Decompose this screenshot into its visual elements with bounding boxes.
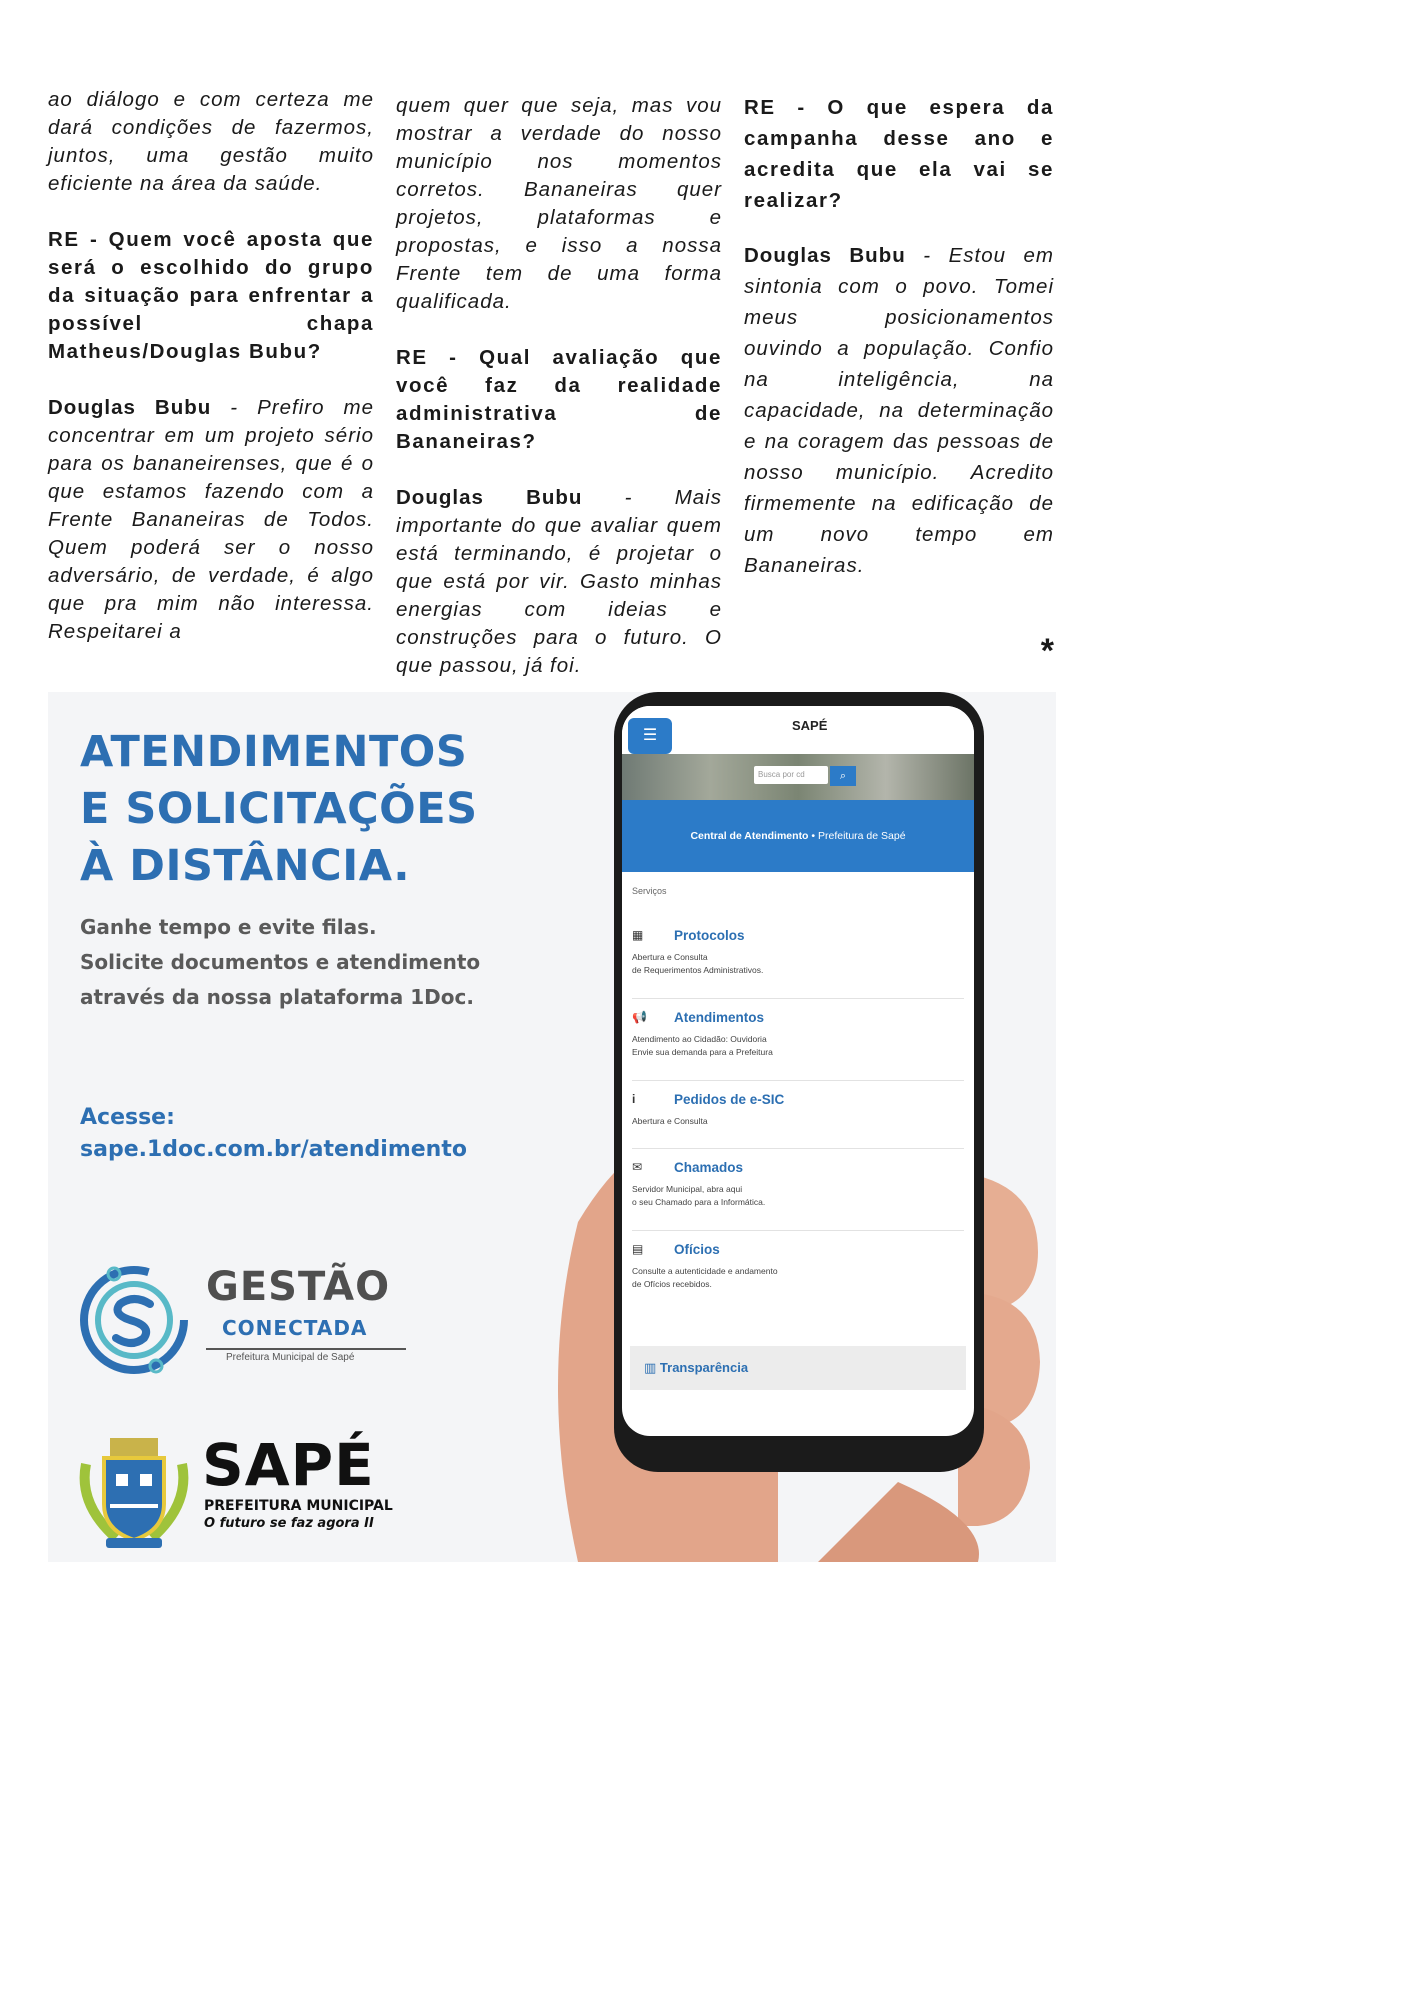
question-heading: RE - Quem você aposta que será o escolhido do grupo da situação para enfrentar a possível chapa Matheus/Douglas Bubu? [48, 228, 374, 363]
search-input[interactable]: Busca por cd [754, 766, 828, 784]
phone-screen [622, 706, 974, 1436]
transparency-label: Transparência [659, 1360, 749, 1375]
service-name: Ofícios [674, 1242, 720, 1257]
search-icon[interactable]: ⌕ [830, 766, 856, 786]
sape-title: SAPÉ [202, 1431, 375, 1499]
end-mark: * [1040, 632, 1054, 670]
services-heading: Serviços [632, 886, 667, 896]
ad-subtitle [80, 910, 480, 1015]
coat-of-arms-icon [76, 1434, 192, 1552]
ad-access [80, 1102, 467, 1166]
service-name: Pedidos de e-SIC [674, 1092, 785, 1107]
app-logo: SAPÉ [792, 718, 828, 733]
service-description: Atendimento ao Cidadão: Ouvidoria Envie sua demanda para a Prefeitura [632, 1034, 773, 1057]
paragraph: quem quer que seja, mas vou mostrar a verdade do nosso município nos momentos corretos. Bananeiras quer projetos, plataformas e propostas, e isso a nossa Frente tem de uma forma qualificada. [396, 94, 722, 313]
gestao-conectada-logo [74, 1260, 414, 1380]
service-name: Protocolos [674, 928, 745, 943]
ad-subtitle-line: Solicite documentos e atendimento [80, 950, 481, 974]
service-name: Atendimentos [674, 1010, 765, 1025]
service-description: Consulte a autenticidade e andamento de Ofícios recebidos. [632, 1266, 778, 1289]
answer-text: - Mais importante do que avaliar quem está terminando, é projetar o que está por vir. Gasto minhas energias com ideias e construções para o futuro. O que passou, já foi. [396, 486, 723, 677]
transparency-button[interactable] [630, 1346, 966, 1390]
ad-subtitle-line: Ganhe tempo e evite filas. [80, 915, 377, 939]
answer-text: - Prefiro me concentrar em um projeto sério para os bananeirenses, que é o que estamos fazendo com a Frente Bananeiras de Todos. Quem poderá ser o nosso adversário, de verdade, é algo que pra mim não interessa. Respeitarei a [48, 396, 374, 643]
service-name: Chamados [674, 1160, 744, 1175]
grid-icon: ▦ [632, 928, 644, 942]
megaphone-icon: 📢 [632, 1010, 647, 1024]
info-icon: i [632, 1092, 636, 1106]
gestao-conectada-icon [74, 1260, 194, 1380]
chart-icon: ▥ [644, 1360, 660, 1375]
advertisement [48, 692, 1056, 1562]
document-icon: ▤ [632, 1242, 644, 1256]
menu-icon[interactable]: ☰ [628, 718, 672, 754]
sape-logo [76, 1431, 436, 1554]
answer-text: - Estou em sintonia com o povo. Tomei meus posicionamentos ouvindo a população. Confio na inteligência, na capacidade, na determinação e na coragem das pessoas de nosso município. Acredito firmemente na edificação de um novo tempo em Bananeiras. [744, 244, 1054, 577]
speaker-name: Douglas Bubu [48, 396, 212, 419]
access-url[interactable]: sape.1doc.com.br/atendimento [80, 1137, 467, 1162]
access-label: Acesse: [80, 1105, 175, 1130]
speaker-name: Douglas Bubu [744, 244, 906, 267]
ad-title-line: E SOLICITAÇÕES [80, 784, 478, 834]
gc-caption: Prefeitura Municipal de Sapé [226, 1352, 355, 1363]
ad-title-line: ATENDIMENTOS [80, 727, 468, 777]
question-heading: RE - O que espera da campanha desse ano e acredita que ela vai se realizar? [744, 96, 1054, 212]
gc-subtitle: CONECTADA [222, 1316, 368, 1340]
service-item[interactable] [632, 1242, 964, 1312]
column-2 [396, 92, 722, 680]
question-heading: RE - Qual avaliação que você faz da realidade administrativa de Bananeiras? [396, 346, 722, 453]
ad-title-line: À DISTÂNCIA. [80, 841, 411, 891]
answer-paragraph [48, 394, 374, 646]
sape-tagline: O futuro se faz agora II [204, 1516, 374, 1531]
app-banner [622, 800, 974, 872]
answer-paragraph [396, 484, 722, 680]
speaker-name: Douglas Bubu [396, 486, 583, 509]
app-header [622, 706, 974, 746]
envelope-icon: ✉ [632, 1160, 643, 1174]
service-description: Abertura e Consulta de Requerimentos Administrativos. [632, 952, 764, 975]
service-item[interactable] [632, 1160, 964, 1231]
column-1 [48, 86, 374, 646]
banner-title: Central de Atendimento [690, 830, 809, 842]
service-item[interactable] [632, 1010, 964, 1081]
hero-image [622, 754, 974, 800]
service-item[interactable] [632, 1092, 964, 1149]
divider [206, 1348, 406, 1350]
paragraph: ao diálogo e com certeza me dará condições de fazermos, juntos, uma gestão muito eficiente na área da saúde. [48, 88, 374, 195]
gc-title: GESTÃO [206, 1264, 391, 1310]
column-3 [744, 92, 1054, 581]
service-description: Abertura e Consulta [632, 1116, 708, 1126]
ad-title [80, 724, 478, 895]
banner-subtitle: • Prefeitura de Sapé [808, 830, 906, 842]
service-item[interactable] [632, 928, 964, 999]
answer-paragraph [744, 240, 1054, 581]
sape-subtitle: PREFEITURA MUNICIPAL [204, 1498, 393, 1514]
ad-subtitle-line: através da nossa plataforma 1Doc. [80, 985, 474, 1009]
service-description: Servidor Municipal, abra aqui o seu Chamado para a Informática. [632, 1184, 766, 1207]
